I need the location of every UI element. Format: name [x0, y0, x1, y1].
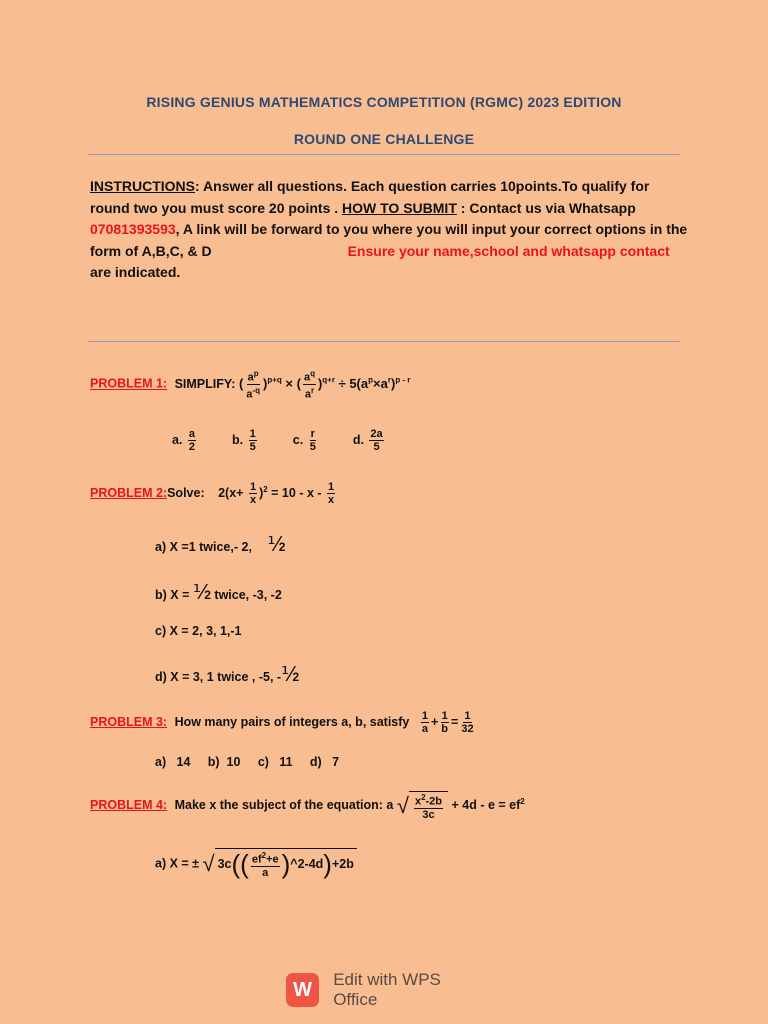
problem-1-expression: ( $\frac{a^p}{a^{-q}}$ )$^{p+q}$ × ( $\frac{a^q}{a^r}$ )$^{q+r} \div 5(a^p\times a^r)^{p - r}$ — [238, 369, 411, 401]
problem-2-option-b[interactable]: b) X = ⅟2 twice, -3, -2 — [155, 582, 282, 604]
problem-3-label: PROBLEM 3: — [90, 714, 168, 729]
wps-watermark — [286, 970, 486, 1010]
wps-text: Edit with WPS Office — [333, 970, 441, 1009]
problem-3: PROBLEM 3: How many pairs of integers a, b, satisfy $\frac{1}{a}$ + $\frac{1}{b}$ = $\frac{1}{32}$ — [90, 710, 710, 735]
option-d[interactable]: d. $\frac{2a}{5}$ — [352, 428, 383, 453]
ensure-note: Ensure your name,school and whatsapp contact — [347, 242, 670, 259]
whatsapp-number: 07081393593 — [90, 221, 176, 237]
problem-3-options[interactable]: a) 14 b) 10 c) 11 d) 7 — [155, 755, 340, 769]
instructions-label: INSTRUCTIONS — [90, 178, 195, 194]
problem-2: PROBLEM 2:Solve: 2(x+ $\frac{1}{x}$ )$^2$ = 10 - x - $\frac{1}{x}$ — [90, 481, 690, 506]
problem-4-option-a[interactable]: a) X = ± √ 3c(( $\frac{ef^2+e}{a}$ )^2-4d)+2b — [155, 848, 357, 880]
instructions-block: INSTRUCTIONS: Answer all questions. Each question carries 10points.To qualify for round two you must score 20 points . HOW TO SUBMIT : Contact us via Whatsapp 07081393593, A link will be forward to you where you will input your correct options in the form of A,B,C, & D Ensure your name,school and whatsapp contact are indicated. — [90, 178, 688, 280]
problem-2-expression: 2(x+ $\frac{1}{x}$ )$^2$ = 10 - x - $\frac{1}{x}$ — [218, 481, 335, 506]
problem-2-option-c[interactable]: c) X = 2, 3, 1,-1 — [155, 624, 242, 638]
problem-1: PROBLEM 1: SIMPLIFY: ( $\frac{a^p}{a^{-q}}$ )$^{p+q}$ × ( $\frac{a^q}{a^r}$ )$^{q+r} \div 5(a^p\times a^r)^{p - r}$ — [90, 369, 411, 401]
problem-3-equation: $\frac{1}{a}$ + $\frac{1}{b}$ = $\frac{1}{32}$ — [421, 710, 474, 735]
problem-2-option-d[interactable]: d) X = 3, 1 twice , -5, -⅟2 — [155, 664, 300, 686]
option-a[interactable]: a. $\frac{a}{2}$ — [172, 428, 196, 453]
problem-2-option-a[interactable]: a) X =1 twice,- 2, ⅟2 — [155, 534, 286, 556]
problem-1-options — [172, 428, 472, 453]
problem-4-label: PROBLEM 4: — [90, 798, 168, 813]
option-b[interactable]: b. $\frac{1}{5}$ — [232, 428, 256, 453]
how-to-submit-label: HOW TO SUBMIT — [342, 199, 457, 216]
wps-logo-icon: W — [286, 973, 319, 1007]
round-title: ROUND ONE CHALLENGE — [293, 131, 475, 147]
divider — [88, 154, 680, 155]
problem-2-label: PROBLEM 2: — [90, 485, 168, 500]
option-c[interactable]: c. $\frac{r}{5}$ — [292, 428, 316, 453]
problem-4: PROBLEM 4: Make x the subject of the equation: a √ $\frac{x^2-2b}{3c}$ + $4d - e = ef^2$ — [90, 792, 525, 821]
problem-1-label: PROBLEM 1: — [90, 376, 168, 391]
document-title: RISING GENIUS MATHEMATICS COMPETITION (RGMC) 2023 EDITION — [146, 94, 622, 110]
divider — [88, 341, 680, 342]
